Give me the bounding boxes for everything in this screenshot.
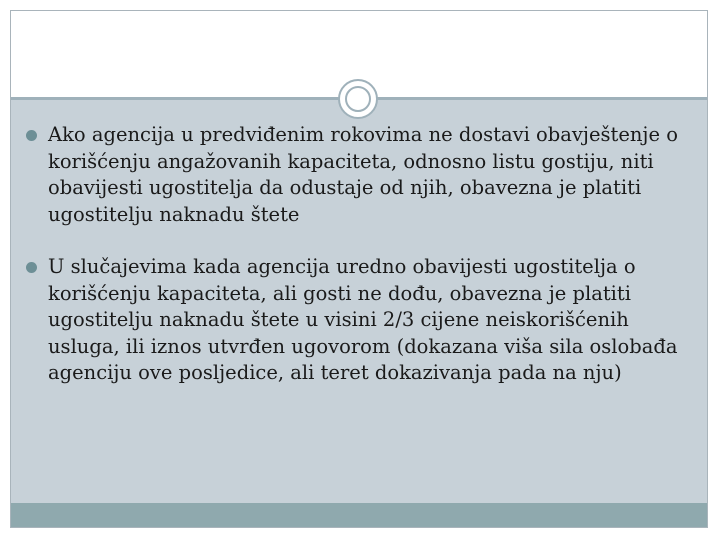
bullet-text: Ako agencija u predviđenim rokovima ne dostavi obavještenje o korišćenju angažovanih kapaciteta, odnosno listu gostiju, niti obavijesti ugostitelja da odustaje od njih, obavezna je platiti ugostitelju naknadu štete bbox=[48, 123, 678, 226]
bullet-dot-icon bbox=[26, 262, 37, 273]
bullet-text: U slučajevima kada agencija uredno obavijesti ugostitelja o korišćenju kapaciteta, ali gosti ne dođu, obavezna je platiti ugostitelju naknadu štete u visini 2/3 cijene neiskorišćenih usluga, ili iznos utvrđen ugovorom (dokazana viša sila oslobađa agenciju ove posljedice, ali teret dokazivanja pada na nju) bbox=[48, 255, 678, 384]
bullet-item bbox=[26, 122, 688, 228]
bullet-list bbox=[26, 122, 688, 387]
circle-ornament-icon bbox=[338, 79, 378, 119]
bullet-item bbox=[26, 254, 688, 387]
circle-ornament-inner bbox=[345, 86, 371, 112]
footer-band bbox=[11, 503, 707, 527]
bullet-dot-icon bbox=[26, 130, 37, 141]
